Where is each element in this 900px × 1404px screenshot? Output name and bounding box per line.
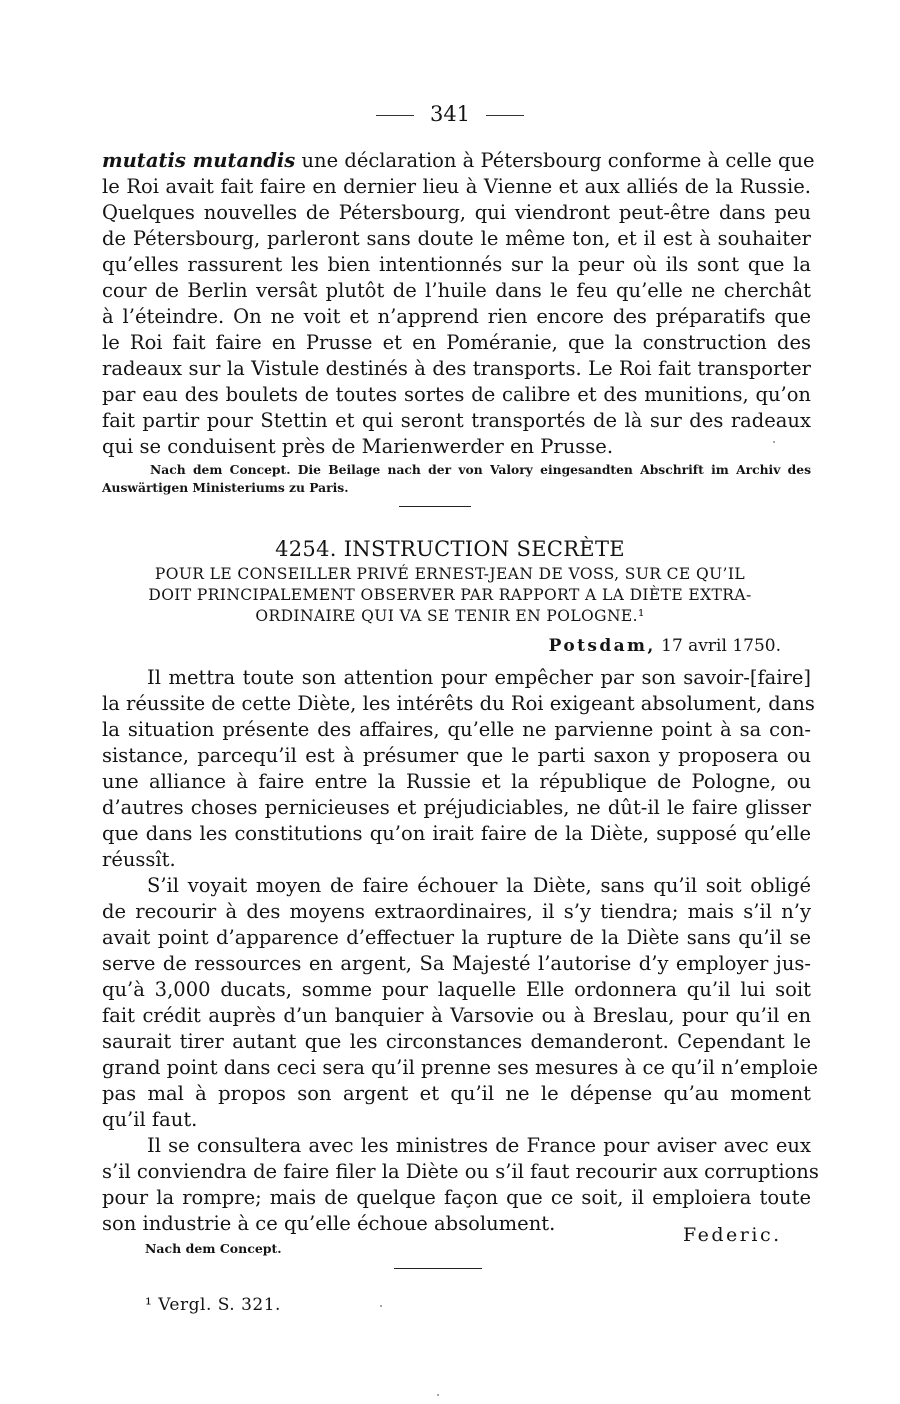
body-line: avait point d’apparence d’effectuer la rupture de la Diète sans qu’il se — [102, 926, 811, 949]
body-line: grand point dans ceci sera qu’il prenne ses mesures à ce qu’il n’emploie — [102, 1056, 819, 1079]
scan-speck — [380, 1305, 382, 1307]
dateline-place: Potsdam, — [548, 636, 656, 656]
footnote: ¹ Vergl. S. 321. — [145, 1295, 281, 1315]
body-line: saurait tirer autant que les circonstances demanderont. Cependant le — [102, 1030, 811, 1053]
scan-speck — [437, 1394, 439, 1396]
body-line: pour la rompre; mais de quelque façon que ce soit, il emploiera toute — [102, 1186, 811, 1209]
body-line: la réussite de cette Diète, les intérêts du Roi exigeant absolument, dans — [102, 692, 815, 715]
body-line: une alliance à faire entre la Russie et la république de Pologne, ou — [102, 770, 811, 793]
body-line: qu’à 3,000 ducats, somme pour laquelle Elle ordonnera qu’il lui soit — [102, 978, 811, 1001]
running-header — [0, 102, 900, 126]
body-line: pas mal à propos son argent et qu’il ne le dépense qu’au moment — [102, 1082, 811, 1105]
scan-speck — [773, 441, 775, 443]
dateline-date: 17 avril 1750. — [661, 636, 781, 656]
page-number: 341 — [429, 102, 471, 126]
body-line: que dans les constitutions qu’on irait faire de la Diète, supposé qu’elle — [102, 822, 811, 845]
body-line: qu’il faut. — [102, 1108, 198, 1131]
source-note: Nach dem Concept. Die Beilage nach der von Valory eingesandten Abschrift im Archiv des — [150, 462, 811, 477]
carryover-line: Quelques nouvelles de Pétersbourg, qui viendront peut-être dans peu — [102, 201, 811, 224]
carryover-line: mutatis mutandis une déclaration à Pétersbourg conforme à celle que — [102, 149, 815, 172]
body-line: serve de ressources en argent, Sa Majesté l’autorise d’y employer jus- — [102, 952, 811, 975]
body-line: s’il conviendra de faire filer la Diète ou s’il faut recourir aux corruptions — [102, 1160, 819, 1183]
header-dash-left — [376, 115, 414, 116]
body-line: réussît. — [102, 848, 176, 871]
carryover-line: qui se conduisent près de Marienwerder en Prusse. — [102, 435, 614, 458]
carryover-line: fait partir pour Stettin et qui seront transportés de là sur des radeaux — [102, 409, 811, 432]
document-subtitle-line: ORDINAIRE QUI VA SE TENIR EN POLOGNE.¹ — [255, 607, 645, 625]
carryover-line: à l’éteindre. On ne voit et n’apprend rien encore des préparatifs que — [102, 305, 811, 328]
footnote-divider — [394, 1268, 482, 1269]
body-line: Il se consultera avec les ministres de France pour aviser avec eux — [147, 1134, 811, 1157]
signature: Federic. — [683, 1224, 782, 1246]
body-line: fait crédit auprès d’un banquier à Varsovie ou à Breslau, pour qu’il en — [102, 1004, 811, 1027]
document-subtitle-line: POUR LE CONSEILLER PRIVÉ ERNEST-JEAN DE VOSS, SUR CE QU’IL — [154, 565, 746, 583]
body-line: sistance, parcequ’il est à présumer que le parti saxon y proposera ou — [102, 744, 811, 767]
carryover-line: qu’elles rassurent les bien intentionnés sur la peur où ils sont que la — [102, 253, 811, 276]
body-line: de recourir à des moyens extraordinaires, il s’y tiendra; mais s’il n’y — [102, 900, 811, 923]
body-line: Il mettra toute son attention pour empêcher par son savoir-[faire] — [147, 666, 811, 689]
carryover-line: par eau des boulets de toutes sortes de calibre et des munitions, qu’on — [102, 383, 811, 406]
body-line: d’autres choses pernicieuses et préjudiciables, ne dût-il le faire glisser — [102, 796, 811, 819]
body-line: la situation présente des affaires, qu’elle ne parvienne point à sa con- — [102, 718, 811, 741]
body-line: son industrie à ce qu’elle échoue absolument. — [102, 1212, 556, 1235]
carryover-line: radeaux sur la Vistule destinés à des transports. Le Roi fait transporter — [102, 357, 811, 380]
carryover-line: de Pétersbourg, parleront sans doute le même ton, et il est à souhaiter — [102, 227, 811, 250]
carryover-line: le Roi avait fait faire en dernier lieu à Vienne et aux alliés de la Russie. — [102, 175, 811, 198]
carryover-line: le Roi fait faire en Prusse et en Poméranie, que la construction des — [102, 331, 811, 354]
latin-phrase: mutatis mutandis — [102, 149, 296, 172]
source-note: Nach dem Concept. — [145, 1241, 282, 1256]
source-note: Auswärtigen Ministeriums zu Paris. — [102, 480, 349, 495]
body-line: S’il voyait moyen de faire échouer la Diète, sans qu’il soit obligé — [147, 874, 811, 897]
header-dash-right — [486, 115, 524, 116]
document-subtitle-line: DOIT PRINCIPALEMENT OBSERVER PAR RAPPORT A LA DIÈTE EXTRA- — [148, 586, 752, 604]
section-divider — [399, 506, 471, 507]
carryover-line: cour de Berlin versât plutôt de l’huile dans le feu qu’elle ne cherchât — [102, 279, 811, 302]
dateline — [549, 636, 781, 656]
document-title: 4254. INSTRUCTION SECRÈTE — [275, 537, 625, 561]
